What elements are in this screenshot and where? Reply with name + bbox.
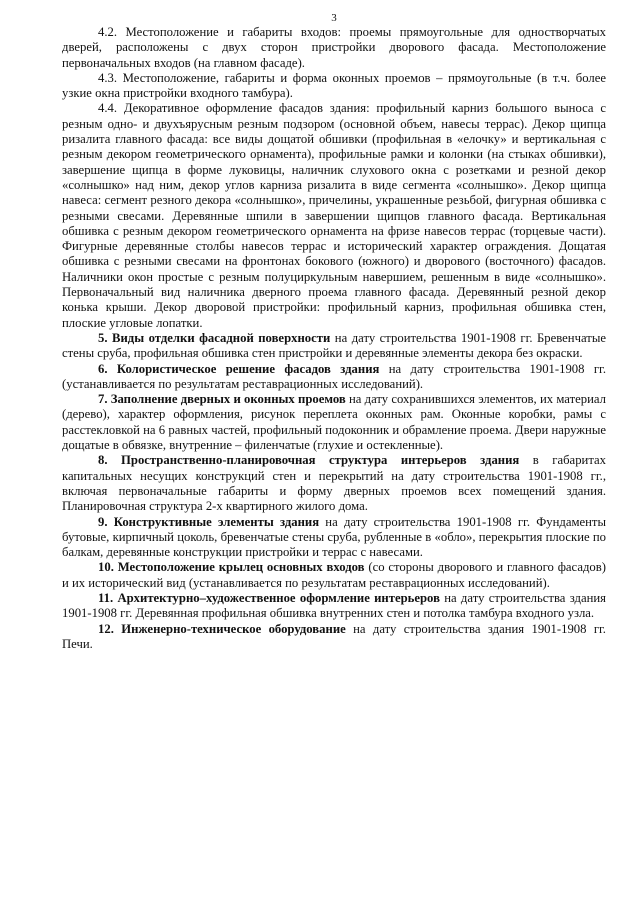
paragraph-heading: 12. Инженерно-техническое оборудование — [98, 621, 346, 636]
paragraph-heading: 8. Пространственно-планировочная структура интерьеров здания — [98, 453, 520, 468]
paragraph-text: на дату строительства здания 1901-1908 гг. Печи. — [62, 621, 606, 651]
paragraph-heading: 6. Колористическое решение фасадов здания — [98, 361, 380, 376]
paragraph-text: на дату строительства 1901-1908 гг. Бревенчатые стены сруба, профильная обшивка стен пристройки и деревянные элементы декора без окраски. — [62, 330, 606, 361]
paragraph-text: 4.3. Местоположение, габариты и форма оконных проемов – прямоугольные (в т.ч. более узкие окна пристройки входного тамбура). — [62, 70, 606, 101]
paragraph-text: на дату сохранившихся элементов, их материал (дерево), характер оформления, рисунок переплета оконных рам. Оконные коробки, рамы с расстекловкой на 6 равных частей, профильный подоконник и обрамление проема. Двери наружные дощатые в обвязке, внутренние – филенчатые (глухие и остекленные). — [62, 392, 606, 453]
paragraph-4-3 — [62, 71, 606, 102]
paragraph-heading: 11. Архитектурно–художественное оформление интерьеров — [98, 590, 440, 605]
paragraph-heading: 9. Конструктивные элементы здания — [98, 514, 320, 529]
paragraph-text: на дату строительства 1901-1908 гг. (устанавливается по результатам реставрационных исследований). — [62, 361, 606, 391]
paragraph-text: 4.4. Декоративное оформление фасадов здания: профильный карниз большого выноса с резным одно- и двухъярусным резным подзором (основной объем, навесы террас). Декор щипца ризалита главного фасада: все виды дощатой обшивки (профильная в «елочку» и вертикальная с резным декором геометрического орнамента), профильные рамки и колонки (на стыках обшивки), завершение щипца в форме луковицы, наличник слухового окна с розетками и резной декор «солнышко» над ним, декор углов карниза ризалита в виде сегмента «солнышко». Декор щипца навеса: сегмент резного декора «солнышко», причелины, украшенные резьбой, фигурная обшивка с резными свесами. Деревянные шпили в завершении щипцов главного фасада. Вертикальная обшивка с резным декором геометрического орнамента на фризе навесов террас (торцевые части). Фигурные деревянные столбы навесов террас и исторический характер ограждения. Дощатая обшивка с резными свесами на фронтонах бокового (южного) и дворового (восточного) фасадов. Наличники окон простые с резным полуциркульным навершием, решенным в виде «солнышко». Первоначальный вид наличника дверного проема главного фасада. Деревянный резной декор конька крыши. Декор дворовой пристройки: профильный карниз, профильная обшивка стен, плоские угловые лопатки. — [62, 101, 606, 330]
paragraph-text: на дату строительства здания 1901-1908 гг. Деревянная профильная обшивка внутренних стен и потолка тамбура входного узла. — [62, 590, 606, 621]
paragraph-9 — [62, 515, 606, 561]
paragraph-5 — [62, 331, 606, 362]
paragraph-text: в габаритах капитальных несущих конструкций стен и перекрытий на дату строительства 1901-1908 гг., включая первоначальные габариты и форму дверных проемов всех помещений здания. Планировочная структура 2-х квартирного жилого дома. — [62, 453, 606, 514]
paragraph-11 — [62, 591, 606, 622]
paragraph-text: на дату строительства 1901-1908 гг. Фундаменты бутовые, кирпичный цоколь, бревенчатые стены сруба, рубленные в «обло», перекрытия плоские по балкам, деревянные конструкции пристройки и террас с навесами. — [62, 514, 606, 560]
page-number: 3 — [331, 12, 337, 24]
paragraph-4-4 — [62, 101, 606, 330]
paragraph-text: 4.2. Местоположение и габариты входов: проемы прямоугольные для одностворчатых дверей, расположены с двух сторон пристройки дворового фасада. Местоположение первоначальных входов (на главном фасаде). — [62, 25, 606, 70]
paragraph-12 — [62, 622, 606, 653]
paragraph-heading: 5. Виды отделки фасадной поверхности — [98, 330, 331, 345]
paragraph-4-2 — [62, 25, 606, 71]
paragraph-heading: 10. Местоположение крылец основных входов — [98, 560, 365, 575]
paragraph-10 — [62, 560, 606, 591]
paragraph-8 — [62, 453, 606, 514]
paragraph-6 — [62, 362, 606, 393]
paragraph-text: (со стороны дворового и главного фасадов) и их исторический вид (устанавливается по результатам реставрационных исследований). — [62, 560, 606, 590]
paragraph-heading: 7. Заполнение дверных и оконных проемов — [98, 392, 346, 407]
paragraph-7 — [62, 392, 606, 453]
